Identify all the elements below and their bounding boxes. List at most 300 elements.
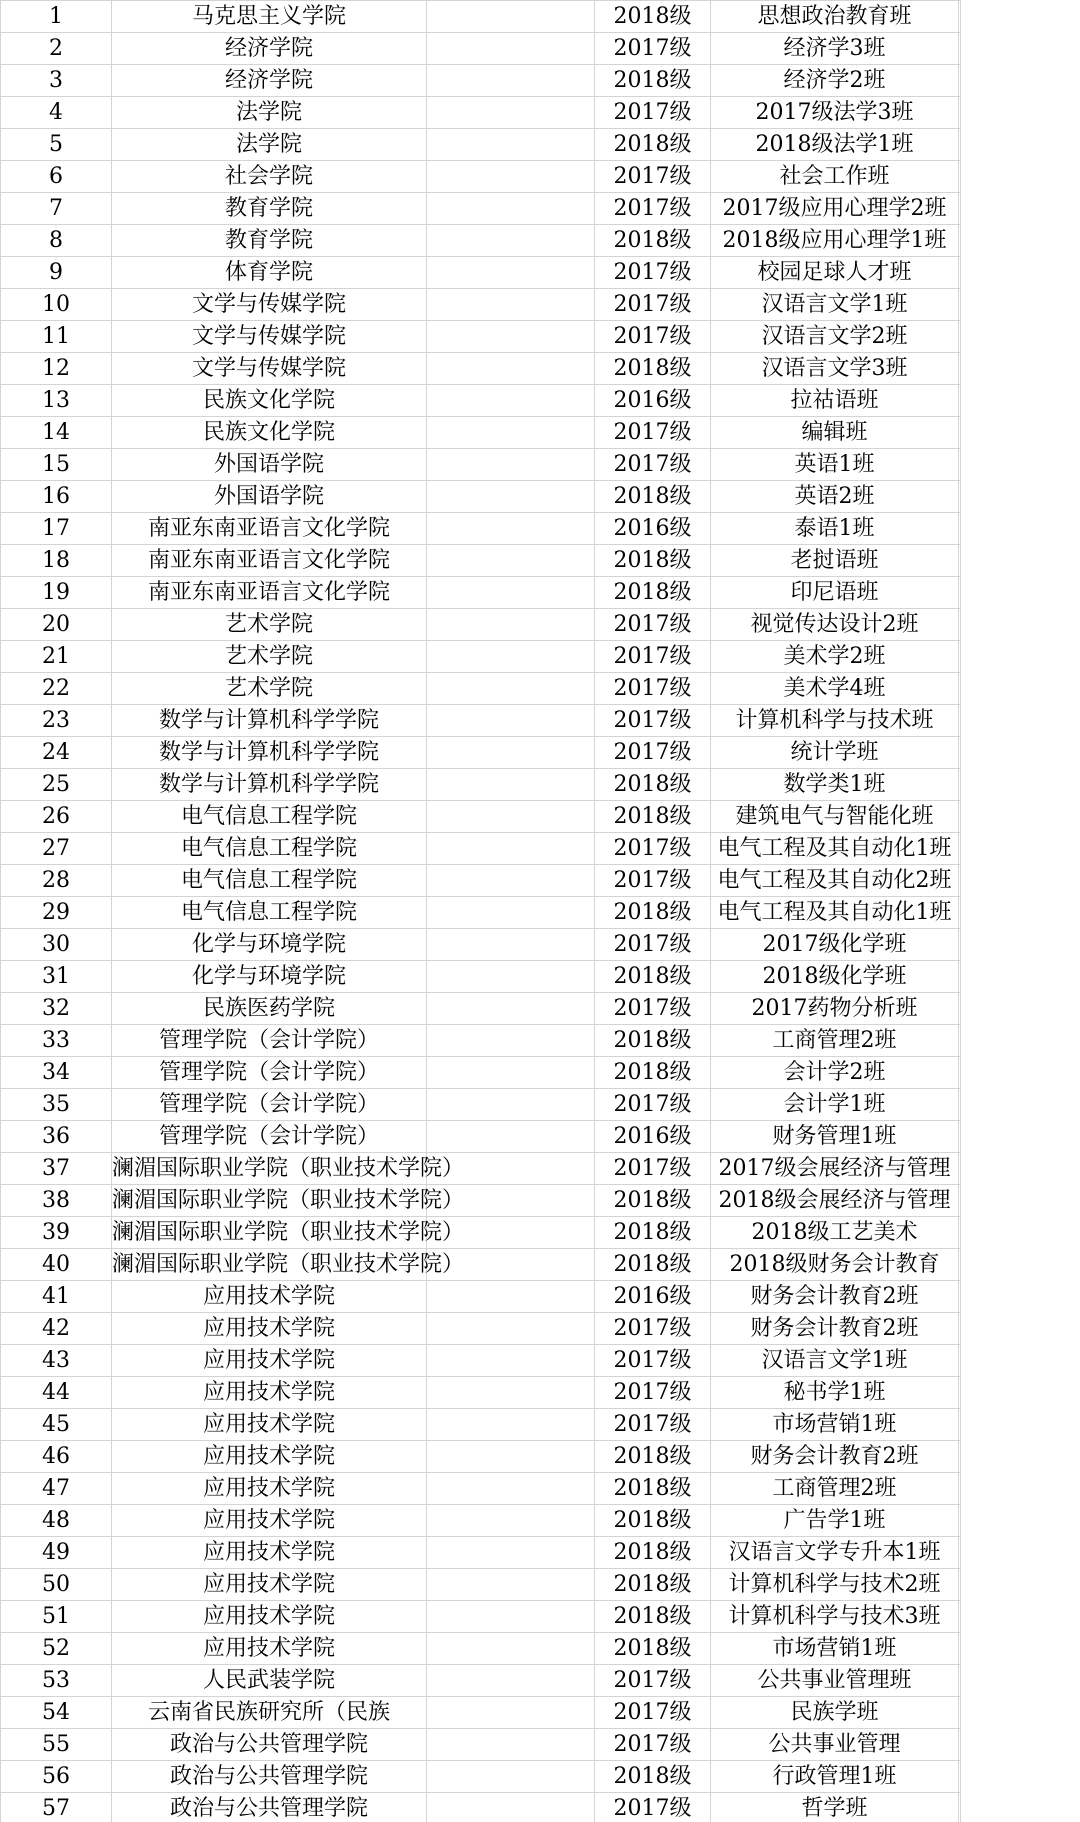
- empty-cell[interactable]: [427, 961, 595, 993]
- class-name-cell[interactable]: 泰语1班: [711, 513, 959, 545]
- college-cell[interactable]: 法学院: [112, 97, 427, 129]
- grade-cell[interactable]: 2017级: [595, 1377, 711, 1409]
- empty-cell[interactable]: [427, 1569, 595, 1601]
- row-number-cell[interactable]: 22: [1, 673, 112, 705]
- empty-cell[interactable]: [427, 481, 595, 513]
- class-name-cell[interactable]: 2018级会展经济与管理: [711, 1185, 959, 1217]
- grade-cell[interactable]: 2017级: [595, 865, 711, 897]
- empty-cell[interactable]: [427, 417, 595, 449]
- empty-cell[interactable]: [427, 577, 595, 609]
- empty-cell[interactable]: [427, 897, 595, 929]
- empty-cell[interactable]: [959, 449, 961, 481]
- empty-cell[interactable]: [427, 97, 595, 129]
- grade-cell[interactable]: 2018级: [595, 1761, 711, 1793]
- row-number-cell[interactable]: 39: [1, 1217, 112, 1249]
- empty-cell[interactable]: [959, 737, 961, 769]
- class-name-cell[interactable]: 电气工程及其自动化1班: [711, 833, 959, 865]
- empty-cell[interactable]: [427, 65, 595, 97]
- empty-cell[interactable]: [959, 1025, 961, 1057]
- empty-cell[interactable]: [959, 1409, 961, 1441]
- empty-cell[interactable]: [427, 129, 595, 161]
- class-name-cell[interactable]: 2018级化学班: [711, 961, 959, 993]
- empty-cell[interactable]: [959, 1281, 961, 1313]
- row-number-cell[interactable]: 40: [1, 1249, 112, 1281]
- row-number-cell[interactable]: 25: [1, 769, 112, 801]
- empty-cell[interactable]: [427, 1697, 595, 1729]
- row-number-cell[interactable]: 11: [1, 321, 112, 353]
- empty-cell[interactable]: [959, 1217, 961, 1249]
- row-number-cell[interactable]: 56: [1, 1761, 112, 1793]
- grade-cell[interactable]: 2018级: [595, 1473, 711, 1505]
- grade-cell[interactable]: 2018级: [595, 1185, 711, 1217]
- college-cell[interactable]: 政治与公共管理学院: [112, 1793, 427, 1822]
- class-name-cell[interactable]: 老挝语班: [711, 545, 959, 577]
- row-number-cell[interactable]: 24: [1, 737, 112, 769]
- class-name-cell[interactable]: 市场营销1班: [711, 1633, 959, 1665]
- empty-cell[interactable]: [959, 481, 961, 513]
- class-name-cell[interactable]: 建筑电气与智能化班: [711, 801, 959, 833]
- empty-cell[interactable]: [959, 1089, 961, 1121]
- empty-cell[interactable]: [427, 1, 595, 33]
- empty-cell[interactable]: [427, 289, 595, 321]
- empty-cell[interactable]: [427, 1345, 595, 1377]
- grade-cell[interactable]: 2017级: [595, 641, 711, 673]
- class-name-cell[interactable]: 会计学1班: [711, 1089, 959, 1121]
- empty-cell[interactable]: [959, 1313, 961, 1345]
- grade-cell[interactable]: 2018级: [595, 1633, 711, 1665]
- college-cell[interactable]: 澜湄国际职业学院（职业技术学院）: [112, 1249, 427, 1281]
- class-name-cell[interactable]: 秘书学1班: [711, 1377, 959, 1409]
- empty-cell[interactable]: [959, 97, 961, 129]
- empty-cell[interactable]: [959, 577, 961, 609]
- row-number-cell[interactable]: 37: [1, 1153, 112, 1185]
- empty-cell[interactable]: [959, 257, 961, 289]
- row-number-cell[interactable]: 34: [1, 1057, 112, 1089]
- empty-cell[interactable]: [427, 33, 595, 65]
- class-name-cell[interactable]: 会计学2班: [711, 1057, 959, 1089]
- empty-cell[interactable]: [959, 705, 961, 737]
- class-name-cell[interactable]: 印尼语班: [711, 577, 959, 609]
- college-cell[interactable]: 应用技术学院: [112, 1281, 427, 1313]
- empty-cell[interactable]: [959, 1569, 961, 1601]
- empty-cell[interactable]: [427, 1313, 595, 1345]
- class-name-cell[interactable]: 2018级应用心理学1班: [711, 225, 959, 257]
- row-number-cell[interactable]: 49: [1, 1537, 112, 1569]
- college-cell[interactable]: 电气信息工程学院: [112, 801, 427, 833]
- college-cell[interactable]: 艺术学院: [112, 609, 427, 641]
- class-name-cell[interactable]: 编辑班: [711, 417, 959, 449]
- row-number-cell[interactable]: 1: [1, 1, 112, 33]
- grade-cell[interactable]: 2017级: [595, 417, 711, 449]
- class-name-cell[interactable]: 2018级财务会计教育: [711, 1249, 959, 1281]
- empty-cell[interactable]: [427, 929, 595, 961]
- grade-cell[interactable]: 2017级: [595, 993, 711, 1025]
- row-number-cell[interactable]: 23: [1, 705, 112, 737]
- empty-cell[interactable]: [427, 1729, 595, 1761]
- grade-cell[interactable]: 2018级: [595, 1537, 711, 1569]
- college-cell[interactable]: 人民武装学院: [112, 1665, 427, 1697]
- grade-cell[interactable]: 2017级: [595, 1409, 711, 1441]
- empty-cell[interactable]: [427, 865, 595, 897]
- class-name-cell[interactable]: 计算机科学与技术班: [711, 705, 959, 737]
- grade-cell[interactable]: 2018级: [595, 1249, 711, 1281]
- empty-cell[interactable]: [427, 1441, 595, 1473]
- empty-cell[interactable]: [427, 161, 595, 193]
- empty-cell[interactable]: [959, 865, 961, 897]
- empty-cell[interactable]: [427, 1377, 595, 1409]
- row-number-cell[interactable]: 9: [1, 257, 112, 289]
- class-name-cell[interactable]: 公共事业管理: [711, 1729, 959, 1761]
- grade-cell[interactable]: 2018级: [595, 129, 711, 161]
- college-cell[interactable]: 化学与环境学院: [112, 961, 427, 993]
- empty-cell[interactable]: [427, 225, 595, 257]
- row-number-cell[interactable]: 54: [1, 1697, 112, 1729]
- row-number-cell[interactable]: 15: [1, 449, 112, 481]
- empty-cell[interactable]: [959, 961, 961, 993]
- college-cell[interactable]: 电气信息工程学院: [112, 897, 427, 929]
- row-number-cell[interactable]: 5: [1, 129, 112, 161]
- grade-cell[interactable]: 2018级: [595, 225, 711, 257]
- empty-cell[interactable]: [427, 769, 595, 801]
- row-number-cell[interactable]: 50: [1, 1569, 112, 1601]
- row-number-cell[interactable]: 28: [1, 865, 112, 897]
- row-number-cell[interactable]: 18: [1, 545, 112, 577]
- college-cell[interactable]: 经济学院: [112, 33, 427, 65]
- empty-cell[interactable]: [959, 353, 961, 385]
- college-cell[interactable]: 文学与传媒学院: [112, 353, 427, 385]
- empty-cell[interactable]: [959, 673, 961, 705]
- empty-cell[interactable]: [427, 1089, 595, 1121]
- empty-cell[interactable]: [959, 1697, 961, 1729]
- empty-cell[interactable]: [427, 1025, 595, 1057]
- class-name-cell[interactable]: 市场营销1班: [711, 1409, 959, 1441]
- class-name-cell[interactable]: 美术学4班: [711, 673, 959, 705]
- grade-cell[interactable]: 2017级: [595, 257, 711, 289]
- grade-cell[interactable]: 2018级: [595, 481, 711, 513]
- class-name-cell[interactable]: 2017级化学班: [711, 929, 959, 961]
- grade-cell[interactable]: 2017级: [595, 1345, 711, 1377]
- row-number-cell[interactable]: 21: [1, 641, 112, 673]
- empty-cell[interactable]: [959, 929, 961, 961]
- class-name-cell[interactable]: 校园足球人才班: [711, 257, 959, 289]
- class-name-cell[interactable]: 工商管理2班: [711, 1473, 959, 1505]
- row-number-cell[interactable]: 7: [1, 193, 112, 225]
- college-cell[interactable]: 民族文化学院: [112, 385, 427, 417]
- row-number-cell[interactable]: 10: [1, 289, 112, 321]
- college-cell[interactable]: 应用技术学院: [112, 1377, 427, 1409]
- college-cell[interactable]: 应用技术学院: [112, 1409, 427, 1441]
- row-number-cell[interactable]: 46: [1, 1441, 112, 1473]
- grade-cell[interactable]: 2017级: [595, 609, 711, 641]
- college-cell[interactable]: 经济学院: [112, 65, 427, 97]
- class-name-cell[interactable]: 行政管理1班: [711, 1761, 959, 1793]
- row-number-cell[interactable]: 3: [1, 65, 112, 97]
- empty-cell[interactable]: [427, 993, 595, 1025]
- empty-cell[interactable]: [959, 385, 961, 417]
- empty-cell[interactable]: [427, 1601, 595, 1633]
- grade-cell[interactable]: 2017级: [595, 161, 711, 193]
- grade-cell[interactable]: 2017级: [595, 929, 711, 961]
- grade-cell[interactable]: 2018级: [595, 353, 711, 385]
- empty-cell[interactable]: [427, 193, 595, 225]
- row-number-cell[interactable]: 48: [1, 1505, 112, 1537]
- empty-cell[interactable]: [959, 769, 961, 801]
- empty-cell[interactable]: [427, 1409, 595, 1441]
- grade-cell[interactable]: 2018级: [595, 1057, 711, 1089]
- empty-cell[interactable]: [959, 833, 961, 865]
- grade-cell[interactable]: 2018级: [595, 65, 711, 97]
- college-cell[interactable]: 数学与计算机科学学院: [112, 769, 427, 801]
- empty-cell[interactable]: [427, 353, 595, 385]
- empty-cell[interactable]: [427, 833, 595, 865]
- empty-cell[interactable]: [959, 225, 961, 257]
- empty-cell[interactable]: [959, 1, 961, 33]
- empty-cell[interactable]: [959, 545, 961, 577]
- class-name-cell[interactable]: 视觉传达设计2班: [711, 609, 959, 641]
- empty-cell[interactable]: [959, 1377, 961, 1409]
- empty-cell[interactable]: [427, 385, 595, 417]
- grade-cell[interactable]: 2017级: [595, 449, 711, 481]
- grade-cell[interactable]: 2017级: [595, 705, 711, 737]
- empty-cell[interactable]: [427, 1761, 595, 1793]
- grade-cell[interactable]: 2018级: [595, 577, 711, 609]
- grade-cell[interactable]: 2017级: [595, 193, 711, 225]
- grade-cell[interactable]: 2017级: [595, 97, 711, 129]
- empty-cell[interactable]: [427, 1121, 595, 1153]
- row-number-cell[interactable]: 14: [1, 417, 112, 449]
- empty-cell[interactable]: [959, 33, 961, 65]
- row-number-cell[interactable]: 42: [1, 1313, 112, 1345]
- empty-cell[interactable]: [959, 129, 961, 161]
- empty-cell[interactable]: [959, 1505, 961, 1537]
- empty-cell[interactable]: [427, 1473, 595, 1505]
- row-number-cell[interactable]: 31: [1, 961, 112, 993]
- empty-cell[interactable]: [959, 193, 961, 225]
- empty-cell[interactable]: [959, 1537, 961, 1569]
- class-name-cell[interactable]: 公共事业管理班: [711, 1665, 959, 1697]
- college-cell[interactable]: 数学与计算机科学学院: [112, 705, 427, 737]
- row-number-cell[interactable]: 43: [1, 1345, 112, 1377]
- empty-cell[interactable]: [959, 1473, 961, 1505]
- grade-cell[interactable]: 2018级: [595, 1601, 711, 1633]
- class-name-cell[interactable]: 广告学1班: [711, 1505, 959, 1537]
- row-number-cell[interactable]: 52: [1, 1633, 112, 1665]
- college-cell[interactable]: 法学院: [112, 129, 427, 161]
- college-cell[interactable]: 应用技术学院: [112, 1601, 427, 1633]
- row-number-cell[interactable]: 36: [1, 1121, 112, 1153]
- class-name-cell[interactable]: 财务管理1班: [711, 1121, 959, 1153]
- empty-cell[interactable]: [959, 161, 961, 193]
- grade-cell[interactable]: 2018级: [595, 801, 711, 833]
- college-cell[interactable]: 电气信息工程学院: [112, 865, 427, 897]
- grade-cell[interactable]: 2018级: [595, 545, 711, 577]
- row-number-cell[interactable]: 53: [1, 1665, 112, 1697]
- empty-cell[interactable]: [959, 1761, 961, 1793]
- empty-cell[interactable]: [427, 673, 595, 705]
- college-cell[interactable]: 教育学院: [112, 225, 427, 257]
- row-number-cell[interactable]: 55: [1, 1729, 112, 1761]
- college-cell[interactable]: 南亚东南亚语言文化学院: [112, 577, 427, 609]
- grade-cell[interactable]: 2018级: [595, 1505, 711, 1537]
- empty-cell[interactable]: [959, 801, 961, 833]
- college-cell[interactable]: 应用技术学院: [112, 1569, 427, 1601]
- class-name-cell[interactable]: 汉语言文学3班: [711, 353, 959, 385]
- college-cell[interactable]: 南亚东南亚语言文化学院: [112, 513, 427, 545]
- grade-cell[interactable]: 2016级: [595, 385, 711, 417]
- row-number-cell[interactable]: 19: [1, 577, 112, 609]
- class-name-cell[interactable]: 拉祜语班: [711, 385, 959, 417]
- class-name-cell[interactable]: 哲学班: [711, 1793, 959, 1822]
- college-cell[interactable]: 应用技术学院: [112, 1345, 427, 1377]
- empty-cell[interactable]: [959, 1249, 961, 1281]
- empty-cell[interactable]: [427, 1537, 595, 1569]
- class-name-cell[interactable]: 汉语言文学1班: [711, 1345, 959, 1377]
- empty-cell[interactable]: [427, 1633, 595, 1665]
- grade-cell[interactable]: 2017级: [595, 1697, 711, 1729]
- class-name-cell[interactable]: 计算机科学与技术2班: [711, 1569, 959, 1601]
- college-cell[interactable]: 电气信息工程学院: [112, 833, 427, 865]
- class-name-cell[interactable]: 英语2班: [711, 481, 959, 513]
- grade-cell[interactable]: 2016级: [595, 1121, 711, 1153]
- empty-cell[interactable]: [427, 513, 595, 545]
- empty-cell[interactable]: [427, 641, 595, 673]
- class-name-cell[interactable]: 2018级工艺美术: [711, 1217, 959, 1249]
- grade-cell[interactable]: 2018级: [595, 1, 711, 33]
- empty-cell[interactable]: [959, 417, 961, 449]
- college-cell[interactable]: 外国语学院: [112, 449, 427, 481]
- college-cell[interactable]: 文学与传媒学院: [112, 321, 427, 353]
- empty-cell[interactable]: [427, 1057, 595, 1089]
- college-cell[interactable]: 澜湄国际职业学院（职业技术学院）: [112, 1153, 427, 1185]
- grade-cell[interactable]: 2018级: [595, 1441, 711, 1473]
- grade-cell[interactable]: 2018级: [595, 1025, 711, 1057]
- college-cell[interactable]: 南亚东南亚语言文化学院: [112, 545, 427, 577]
- grade-cell[interactable]: 2017级: [595, 1665, 711, 1697]
- college-cell[interactable]: 应用技术学院: [112, 1633, 427, 1665]
- empty-cell[interactable]: [959, 289, 961, 321]
- row-number-cell[interactable]: 17: [1, 513, 112, 545]
- class-name-cell[interactable]: 经济学3班: [711, 33, 959, 65]
- grade-cell[interactable]: 2018级: [595, 961, 711, 993]
- row-number-cell[interactable]: 29: [1, 897, 112, 929]
- grade-cell[interactable]: 2017级: [595, 321, 711, 353]
- grade-cell[interactable]: 2017级: [595, 1153, 711, 1185]
- row-number-cell[interactable]: 51: [1, 1601, 112, 1633]
- empty-cell[interactable]: [959, 1441, 961, 1473]
- empty-cell[interactable]: [959, 513, 961, 545]
- class-name-cell[interactable]: 汉语言文学2班: [711, 321, 959, 353]
- college-cell[interactable]: 艺术学院: [112, 673, 427, 705]
- empty-cell[interactable]: [427, 705, 595, 737]
- grade-cell[interactable]: 2018级: [595, 1569, 711, 1601]
- empty-cell[interactable]: [427, 1505, 595, 1537]
- class-name-cell[interactable]: 财务会计教育2班: [711, 1313, 959, 1345]
- class-name-cell[interactable]: 2017药物分析班: [711, 993, 959, 1025]
- college-cell[interactable]: 教育学院: [112, 193, 427, 225]
- college-cell[interactable]: 数学与计算机科学学院: [112, 737, 427, 769]
- empty-cell[interactable]: [427, 1665, 595, 1697]
- college-cell[interactable]: 应用技术学院: [112, 1313, 427, 1345]
- class-name-cell[interactable]: 经济学2班: [711, 65, 959, 97]
- row-number-cell[interactable]: 38: [1, 1185, 112, 1217]
- class-name-cell[interactable]: 2018级法学1班: [711, 129, 959, 161]
- class-name-cell[interactable]: 美术学2班: [711, 641, 959, 673]
- empty-cell[interactable]: [959, 1665, 961, 1697]
- row-number-cell[interactable]: 2: [1, 33, 112, 65]
- row-number-cell[interactable]: 57: [1, 1793, 112, 1822]
- grade-cell[interactable]: 2017级: [595, 289, 711, 321]
- college-cell[interactable]: 文学与传媒学院: [112, 289, 427, 321]
- empty-cell[interactable]: [959, 1729, 961, 1761]
- row-number-cell[interactable]: 4: [1, 97, 112, 129]
- class-name-cell[interactable]: 计算机科学与技术3班: [711, 1601, 959, 1633]
- row-number-cell[interactable]: 12: [1, 353, 112, 385]
- empty-cell[interactable]: [959, 897, 961, 929]
- class-name-cell[interactable]: 电气工程及其自动化1班: [711, 897, 959, 929]
- class-name-cell[interactable]: 2017级会展经济与管理: [711, 1153, 959, 1185]
- empty-cell[interactable]: [427, 609, 595, 641]
- college-cell[interactable]: 管理学院（会计学院）: [112, 1089, 427, 1121]
- class-name-cell[interactable]: 英语1班: [711, 449, 959, 481]
- college-cell[interactable]: 应用技术学院: [112, 1473, 427, 1505]
- class-name-cell[interactable]: 统计学班: [711, 737, 959, 769]
- row-number-cell[interactable]: 44: [1, 1377, 112, 1409]
- empty-cell[interactable]: [959, 1121, 961, 1153]
- row-number-cell[interactable]: 30: [1, 929, 112, 961]
- college-cell[interactable]: 政治与公共管理学院: [112, 1729, 427, 1761]
- empty-cell[interactable]: [959, 1185, 961, 1217]
- college-cell[interactable]: 马克思主义学院: [112, 1, 427, 33]
- grade-cell[interactable]: 2017级: [595, 673, 711, 705]
- empty-cell[interactable]: [959, 641, 961, 673]
- college-cell[interactable]: 民族文化学院: [112, 417, 427, 449]
- row-number-cell[interactable]: 26: [1, 801, 112, 833]
- row-number-cell[interactable]: 45: [1, 1409, 112, 1441]
- empty-cell[interactable]: [427, 801, 595, 833]
- class-name-cell[interactable]: 汉语言文学1班: [711, 289, 959, 321]
- row-number-cell[interactable]: 47: [1, 1473, 112, 1505]
- class-name-cell[interactable]: 民族学班: [711, 1697, 959, 1729]
- college-cell[interactable]: 应用技术学院: [112, 1441, 427, 1473]
- class-name-cell[interactable]: 财务会计教育2班: [711, 1441, 959, 1473]
- grade-cell[interactable]: 2017级: [595, 1793, 711, 1822]
- grade-cell[interactable]: 2018级: [595, 897, 711, 929]
- empty-cell[interactable]: [427, 257, 595, 289]
- grade-cell[interactable]: 2017级: [595, 1089, 711, 1121]
- empty-cell[interactable]: [959, 1601, 961, 1633]
- college-cell[interactable]: 管理学院（会计学院）: [112, 1057, 427, 1089]
- empty-cell[interactable]: [959, 1633, 961, 1665]
- college-cell[interactable]: 政治与公共管理学院: [112, 1761, 427, 1793]
- empty-cell[interactable]: [959, 65, 961, 97]
- college-cell[interactable]: 管理学院（会计学院）: [112, 1121, 427, 1153]
- empty-cell[interactable]: [959, 609, 961, 641]
- grade-cell[interactable]: 2017级: [595, 737, 711, 769]
- row-number-cell[interactable]: 33: [1, 1025, 112, 1057]
- row-number-cell[interactable]: 13: [1, 385, 112, 417]
- college-cell[interactable]: 应用技术学院: [112, 1505, 427, 1537]
- class-name-cell[interactable]: 汉语言文学专升本1班: [711, 1537, 959, 1569]
- college-cell[interactable]: 社会学院: [112, 161, 427, 193]
- class-name-cell[interactable]: 2017级应用心理学2班: [711, 193, 959, 225]
- college-cell[interactable]: 艺术学院: [112, 641, 427, 673]
- grade-cell[interactable]: 2017级: [595, 1313, 711, 1345]
- row-number-cell[interactable]: 6: [1, 161, 112, 193]
- empty-cell[interactable]: [427, 545, 595, 577]
- empty-cell[interactable]: [959, 1793, 961, 1822]
- empty-cell[interactable]: [959, 1057, 961, 1089]
- grade-cell[interactable]: 2016级: [595, 513, 711, 545]
